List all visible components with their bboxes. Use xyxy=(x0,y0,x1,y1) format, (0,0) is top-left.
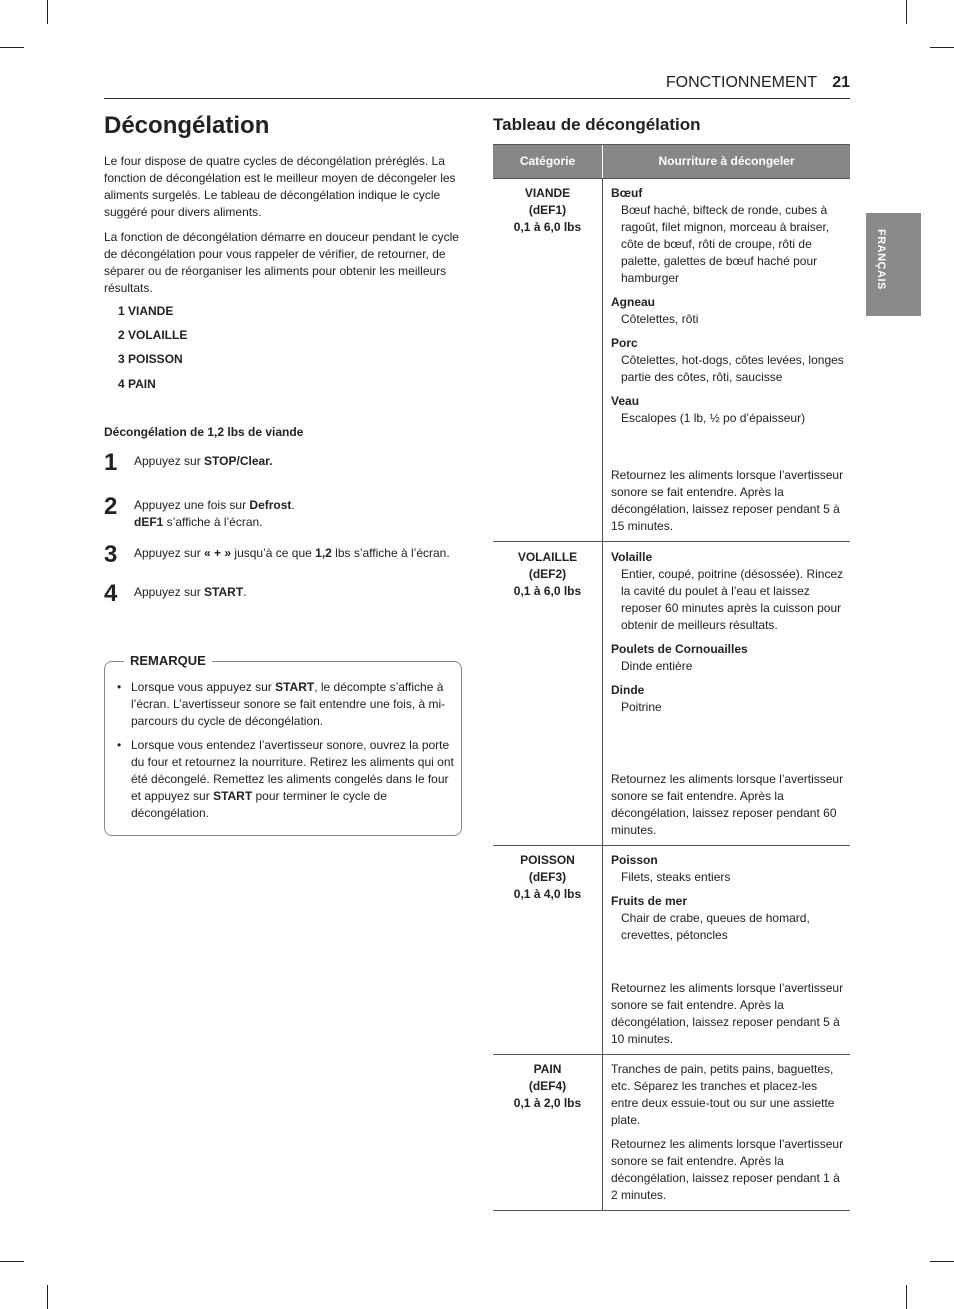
note-item xyxy=(112,679,454,730)
step-key: 1,2 xyxy=(315,546,332,560)
step-text-part: . xyxy=(243,585,247,599)
row-divider xyxy=(493,845,850,846)
intro-paragraph: Le four dispose de quatre cycles de décongélation préréglés. La fonction de décongélation est le meilleur moyen de décongeler les aliments surgelés. Le tableau de décongélation indique le cycle suggéré pour divers aliments. xyxy=(104,154,456,219)
category-cell xyxy=(493,1061,602,1112)
column-header-category: Catégorie xyxy=(493,145,603,178)
bullet-icon: • xyxy=(117,738,122,752)
note-key: START xyxy=(275,680,315,694)
category-cell xyxy=(493,549,602,600)
page-header xyxy=(104,72,850,99)
page-number: 21 xyxy=(832,74,850,91)
step-text-part: Appuyez sur xyxy=(134,546,205,560)
food-group-text: Côtelettes, rôti xyxy=(621,312,699,326)
category-name: PAIN xyxy=(533,1062,562,1076)
category-range: 0,1 à 6,0 lbs xyxy=(513,220,582,234)
category-name: VIANDE xyxy=(524,186,571,200)
cycle-item: 2 VOLAILLE xyxy=(118,328,188,342)
food-group-name: Volaille xyxy=(611,550,653,564)
food-group-text: Entier, coupé, poitrine (désossée). Rincez la cavité du poulet à l’eau et laissez reposer 60 minutes après la cuisson pour obtenir de meilleurs résultats. xyxy=(621,567,844,632)
language-tab-label: FRANÇAIS xyxy=(875,229,887,290)
category-range: 0,1 à 6,0 lbs xyxy=(513,584,582,598)
crop-mark xyxy=(47,1285,48,1309)
example-title: Décongélation de 1,2 lbs de viande xyxy=(104,425,304,439)
cycle-item: 4 PAIN xyxy=(118,377,156,391)
page-title: Décongélation xyxy=(104,112,270,139)
food-group-name: Veau xyxy=(611,394,640,408)
crop-mark xyxy=(0,1261,24,1262)
bullet-icon: • xyxy=(117,680,122,694)
category-name: POISSON xyxy=(520,853,575,867)
rest-note: Retournez les aliments lorsque l’avertisseur sonore se fait entendre. Après la décongélation, laissez reposer pendant 5 à 15 minutes. xyxy=(611,468,844,533)
step-number: 2 xyxy=(104,493,118,520)
column-header-food: Nourriture à décongeler xyxy=(658,154,795,168)
food-cell: Tranches de pain, petits pains, baguettes, etc. Séparez les tranches et placez-les entre deux essuie-tout ou sur une assiette plate. xyxy=(611,1062,835,1127)
rest-note: Retournez les aliments lorsque l’avertisseur sonore se fait entendre. Après la décongélation, laissez reposer pendant 5 à 10 minutes. xyxy=(611,981,844,1046)
step-number: 1 xyxy=(104,449,118,476)
step-text-part: Appuyez une fois sur xyxy=(134,498,250,512)
note-item xyxy=(112,737,454,822)
category-cell xyxy=(493,185,602,236)
category-code: (dEF4) xyxy=(528,1079,567,1093)
step-text xyxy=(134,497,469,531)
category-range: 0,1 à 4,0 lbs xyxy=(513,887,582,901)
row-divider xyxy=(493,1210,850,1211)
food-group-text: Escalopes (1 lb, ½ po d’épaisseur) xyxy=(621,411,806,425)
row-divider xyxy=(493,1054,850,1055)
crop-mark xyxy=(47,0,48,24)
step-number: 4 xyxy=(104,580,118,607)
food-group-text: Côtelettes, hot-dogs, côtes levées, longes partie des côtes, rôti, saucisse xyxy=(621,353,844,384)
cycle-item: 1 VIANDE xyxy=(118,304,174,318)
table-header xyxy=(493,144,850,179)
section-title: FONCTIONNEMENT xyxy=(665,74,817,91)
rest-note: Retournez les aliments lorsque l’avertisseur sonore se fait entendre. Après la décongélation, laissez reposer pendant 60 minutes. xyxy=(611,772,844,837)
food-cell xyxy=(611,549,846,723)
crop-mark xyxy=(906,0,907,24)
step-text xyxy=(134,545,469,562)
category-code: (dEF1) xyxy=(528,203,567,217)
step-number: 3 xyxy=(104,541,118,568)
food-group-name: Porc xyxy=(611,336,638,350)
note-key: START xyxy=(213,789,253,803)
food-group-text: Dinde entière xyxy=(621,659,693,673)
food-cell xyxy=(611,852,846,951)
food-group-name: Poulets de Cornouailles xyxy=(611,642,748,656)
language-tab xyxy=(866,213,921,316)
step-text-part: lbs s’affiche à l’écran. xyxy=(331,546,450,560)
table-title: Tableau de décongélation xyxy=(493,115,701,134)
rest-note: Retournez les aliments lorsque l’avertisseur sonore se fait entendre. Après la décongélation, laissez reposer pendant 1 à 2 minutes. xyxy=(611,1137,844,1202)
food-group-name: Bœuf xyxy=(611,186,643,200)
step-text-part: Appuyez sur xyxy=(134,454,205,468)
category-code: (dEF2) xyxy=(528,567,567,581)
row-divider xyxy=(493,541,850,542)
food-group-text: Filets, steaks entiers xyxy=(621,870,731,884)
food-group-name: Dinde xyxy=(611,683,645,697)
step-key: START xyxy=(204,585,244,599)
food-group-name: Agneau xyxy=(611,295,656,309)
category-range: 0,1 à 2,0 lbs xyxy=(513,1096,582,1110)
step-text xyxy=(134,584,469,601)
crop-mark xyxy=(0,47,24,48)
food-group-text: Bœuf haché, bifteck de ronde, cubes à ragoût, filet mignon, morceau à braiser, côte de bœuf, rôti de croupe, rôti de palette, galettes de bœuf haché pour hamburger xyxy=(621,203,830,285)
note-text: , le décompte s’affiche à l’écran. L’avertisseur sonore se fait entendre une fois, à mi-parcours du cycle de décongélation. xyxy=(131,680,446,728)
step-key: Defrost xyxy=(249,498,292,512)
note-text: Lorsque vous entendez l’avertisseur sonore, ouvrez la porte du four et retournez la nourriture. Retirez les aliments qui ont été décongelé. Remettez les aliments congelés dans le four et appuyez sur xyxy=(131,738,454,803)
note-text: pour terminer le cycle de décongélation. xyxy=(131,789,387,820)
step-key: STOP/Clear. xyxy=(204,454,273,468)
food-cell xyxy=(611,185,846,434)
category-name: VOLAILLE xyxy=(517,550,578,564)
crop-mark xyxy=(930,1261,954,1262)
crop-mark xyxy=(906,1285,907,1309)
cycle-item: 3 POISSON xyxy=(118,352,183,366)
step-text-part: Appuyez sur xyxy=(134,585,205,599)
step-text-part: . xyxy=(291,498,295,512)
intro-paragraph: La fonction de décongélation démarre en douceur pendant le cycle de décongélation pour vous rappeler de vérifier, de retourner, de séparer ou de réorganiser les aliments pour obtenir les meilleurs résultats. xyxy=(104,230,459,295)
category-code: (dEF3) xyxy=(528,870,567,884)
crop-mark xyxy=(930,47,954,48)
note-text: Lorsque vous appuyez sur xyxy=(131,680,276,694)
step-key: dEF1 xyxy=(134,515,164,529)
step-text-part: jusqu’à ce que xyxy=(231,546,316,560)
note-list xyxy=(112,679,454,829)
food-group-text: Poitrine xyxy=(621,700,662,714)
note-title: REMARQUE xyxy=(124,652,212,669)
column-divider xyxy=(602,178,603,1210)
step-key: « + » xyxy=(204,546,232,560)
food-group-name: Poisson xyxy=(611,853,658,867)
category-cell xyxy=(493,852,602,903)
step-text-part: s’affiche à l’écran. xyxy=(163,515,263,529)
food-group-text: Chair de crabe, queues de homard, crevettes, pétoncles xyxy=(621,911,810,942)
step-text xyxy=(134,453,469,470)
food-group-name: Fruits de mer xyxy=(611,894,688,908)
